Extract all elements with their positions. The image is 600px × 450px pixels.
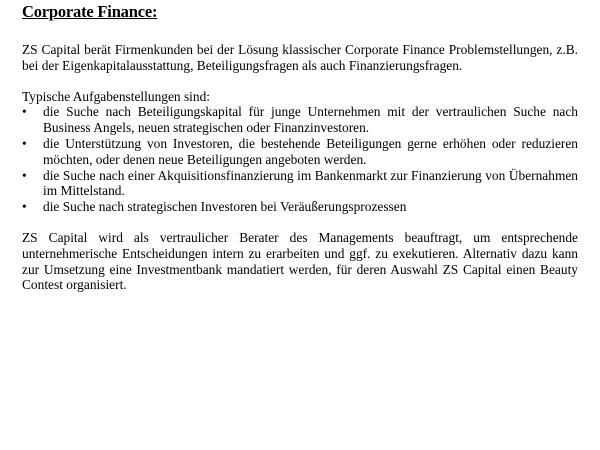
- intro-paragraph: ZS Capital berät Firmenkunden bei der Lösung klassischer Corporate Finance Problemstellungen, z.B. bei der Eigenkapitalausstattung, Beteiligungsfragen als auch Finanzierungsfragen.: [22, 42, 578, 73]
- task-list: [22, 104, 578, 215]
- list-item: [22, 104, 578, 136]
- bullet-icon: •: [22, 167, 27, 183]
- list-item-text: die Suche nach einer Akquisitionsfinanzierung im Bankenmarkt zur Finanzierung von Übernahmen im Mittelstand.: [43, 167, 578, 199]
- list-item-text: die Suche nach strategischen Investoren bei Veräußerungsprozessen: [43, 199, 407, 215]
- bullet-icon: •: [22, 104, 27, 120]
- tasks-heading: Typische Aufgabenstellungen sind:: [22, 88, 210, 104]
- document-page: [22, 2, 578, 293]
- list-item: [22, 199, 578, 215]
- list-item-text: die Unterstützung von Investoren, die bestehende Beteiligungen gerne erhöhen oder reduzieren möchten, oder denen neue Beteiligungen angeboten werden.: [43, 135, 578, 167]
- list-item-text: die Suche nach Beteiligungskapital für junge Unternehmen mit der vertraulichen Suche nach Business Angels, neuen strategischen oder Finanzinvestoren.: [43, 104, 578, 136]
- list-item: [22, 168, 578, 200]
- list-item: [22, 136, 578, 168]
- bullet-icon: •: [22, 199, 27, 215]
- page-title: Corporate Finance:: [22, 2, 158, 21]
- closing-paragraph: ZS Capital wird als vertraulicher Berater des Managements beauftragt, um entsprechende unternehmerische Entscheidungen intern zu erarbeiten und ggf. zu exekutieren. Alternativ dazu kann zur Umsetzung eine Investmentbank mandatiert werden, für deren Auswahl ZS Capital einen Beauty Contest organisiert.: [22, 229, 578, 293]
- bullet-icon: •: [22, 135, 27, 151]
